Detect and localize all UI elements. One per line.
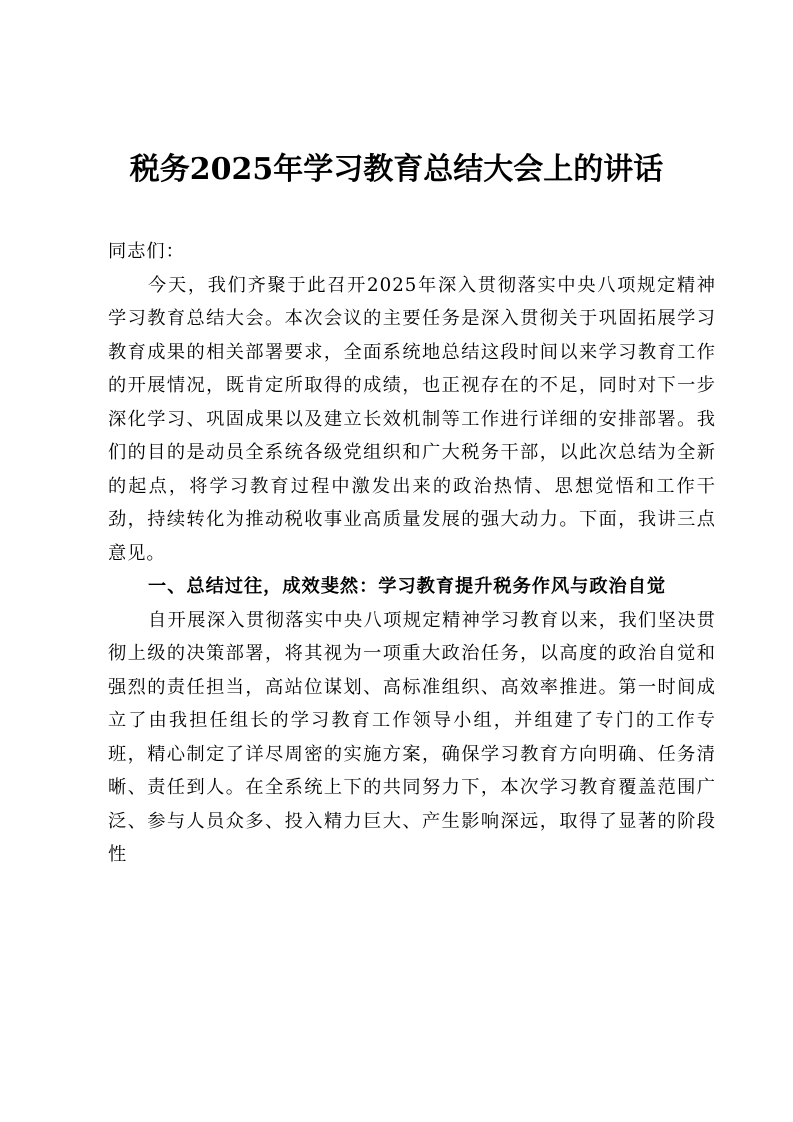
salutation: 同志们：	[108, 241, 185, 262]
intro-paragraph: 今天，我们齐聚于此召开2025年深入贯彻落实中央八项规定精神学习教育总结大会。本次会议的主要任务是深入贯彻关于巩固拓展学习教育成果的相关部署要求，全面系统地总结这段时间以来学习教育工作的开展情况，既肯定所取得的成绩，也正视存在的不足，同时对下一步深化学习、巩固成果以及建立长效机制等工作进行详细的安排部署。我们的目的是动员全系统各级党组织和广大税务干部，以此次总结为全新的起点，将学习教育过程中激发出来的政治热情、思想觉悟和工作干劲，持续转化为推动税收事业高质量发展的强大动力。下面，我讲三点意见。	[108, 274, 716, 564]
section-paragraph: 自开展深入贯彻落实中央八项规定精神学习教育以来，我们坚决贯彻上级的决策部署，将其视为一项重大政治任务，以高度的政治自觉和强烈的责任担当，高站位谋划、高标准组织、高效率推进。第一时间成立了由我担任组长的学习教育工作领导小组，并组建了专门的工作专班，精心制定了详尽周密的实施方案，确保学习教育方向明确、任务清晰、责任到人。在全系统上下的共同努力下，本次学习教育覆盖范围广泛、参与人员众多、投入精力巨大、产生影响深远，取得了显著的阶段性	[108, 609, 716, 865]
document-body	[108, 235, 716, 872]
document-title: 税务2025年学习教育总结大会上的讲话	[129, 152, 664, 187]
section-heading: 一、总结过往，成效斐然：学习教育提升税务作风与政治自觉	[148, 576, 667, 597]
